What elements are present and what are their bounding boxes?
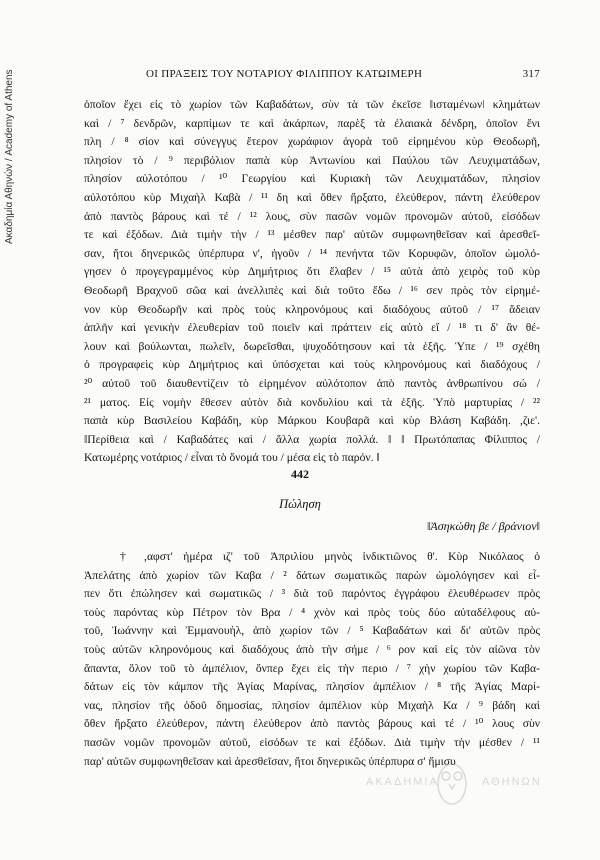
document-number: 442 bbox=[291, 467, 309, 481]
text-line: Ἀπελάτης ἀπὸ χωρίον τῶν Καβα / ² δάτων σωματικῶς παρὼν ὡμολόγησεν καὶ εἶ- bbox=[84, 568, 540, 582]
text-line: τοῦ, Ἰωάννην καὶ Ἐμμανουὴλ, ἀπὸ χωρίον τῶν / ⁵ Καβαδάτων καὶ δι' αὐτῶν πρὸς bbox=[84, 624, 540, 638]
text-line: καὶ / ⁷ δενδρῶν, καρπίμων τε καὶ ἀκάρπων, παρὲξ τὰ ἐλαιακὰ δένδρη, ὁποῖον ἔνι bbox=[84, 116, 540, 130]
text-line: † ,αφστ' ἡμέρα ιζ' τοῦ Ἀπριλίου μηνὸς ἰνδικτιῶνος θ'. Κὺρ Νικόλαος ὁ bbox=[120, 550, 540, 563]
text-line: πλησίον τὸ / ⁹ περιβόλιον παπὰ κὺρ Ἀντωνίου καὶ Παύλου τῶν Λευχιματάδων, bbox=[84, 153, 540, 167]
text-line: τοὺς αὐτῶν κληρονόμους καὶ διαδόχους ἀπὸ τὴν σήμε / ⁶ ρον καὶ εἰς τὸν αἰῶνα τὸν bbox=[84, 642, 540, 656]
text-line: ǁΠερίθεια καὶ / Καβαδάτες καὶ / ἄλλα χωρία πολλά. ǁ ǁ Πρωτόπαπας Φίλιππος / bbox=[84, 432, 540, 446]
text-line: δάτων εἰς τὸν κάμπον τῆς Ἁγίας Μαρίνας, πλησίον ἀμπέλιον / ⁸ τῆς Ἁγίας Μαρί- bbox=[84, 680, 540, 694]
text-line: νον κὺρ Θεοδωρῆν καὶ πρὸς τοὺς κληρονόμους καὶ διαδόχους αὐτοῦ / ¹⁷ ἄδειαν bbox=[84, 302, 540, 316]
text-line: πλη / ⁸ σίον καὶ σύνεγγυς ἕτερον χωράφιον ἀγορὰ τοῦ εἰρημένου κὺρ Θεοδωρῆ, bbox=[84, 135, 540, 149]
text-line: πεν ὅτι ἐπώλησεν καὶ σωματικῶς / ³ διὰ τοῦ παρόντος ἐγγράφου ἐλευθέρωσεν πρὸς bbox=[84, 587, 540, 601]
text-line: πλησίον αὐλοτόπου / ¹⁰ Γεωργίου καὶ Κυριακὴ τῶν Λευχιματάδων, πλησίον bbox=[84, 172, 540, 186]
text-line: τε καὶ ἐξόδων. Διὰ τιμὴν τὴν / ¹³ μέσθεν παρ' αὐτῶν συμφωνηθεῖσαν καὶ ἀρεσθεῖ- bbox=[84, 228, 540, 242]
text-line: Κατωμέρης νοτάριος / εἶναι τὸ ὄνομά του / μέσα εἰς τὸ παρόν. ǁ bbox=[84, 451, 380, 465]
text-line: ²¹ ματος. Εἰς νομὴν ἔθεσεν αὐτὸν διὰ κονδυλίου καὶ τὰ ἑξῆς. Ὑπὸ μαρτυρίας / ²² bbox=[84, 395, 540, 409]
text-line: τοὺς παρόντας κὺρ Πέτρον τὸν Βρα / ⁴ χνὸν καὶ πρὸς τοὺς δύο αὐταδέλφους αὐ- bbox=[84, 605, 540, 619]
document-title: Πώληση bbox=[279, 497, 321, 511]
text-line: ἁπλῆν καὶ γενικὴν ἐλευθερίαν τοῦ ποιεῖν καὶ πράττειν εἰς αὐτὸ εἴ / ¹⁸ τι δ' ἂν θέ- bbox=[84, 321, 540, 335]
text-line: νας, πλησίον τῆς ὁδοῦ δημοσίας, πλησίον ἀμπέλιον κὺρ Μιχαὴλ Κα / ⁹ βάδη καὶ bbox=[84, 698, 540, 712]
seal-left-word: ΑΚΑΔΗΜΙΑ bbox=[366, 776, 439, 788]
page-number: 317 bbox=[522, 68, 540, 80]
archive-watermark: Ακαδημία Αθηνών / Academy of Athens bbox=[4, 69, 15, 245]
text-line: λουν καὶ βούλωνται, πωλεῖν, δωρεῖσθαι, ψυχοδότησουν καὶ τὰ ἑξῆς. Ὑπε / ¹⁹ σχέθη bbox=[84, 339, 540, 353]
academy-seal-watermark bbox=[354, 754, 544, 810]
owl-seal-icon bbox=[432, 754, 472, 810]
text-line: παρ' αὐτῶν συμφωνηθεῖσαν καὶ ἀρεσθεῖσαν, ἤτοι δηνερικῶς ὑπέρπυρα σ' ἥμισυ bbox=[84, 754, 456, 768]
text-line: γησεν ὁ προγεγραμμένος κὺρ Δημήτριος ὅτι ἔλαβεν / ¹⁵ αὐτὰ ἀπὸ χειρὸς τοῦ κὺρ bbox=[84, 265, 540, 279]
text-line: ὁ προγραφεὶς κὺρ Δημήτριος καὶ ὑπόσχεται καὶ τοὺς κληρονόμους καὶ διαδόχους / bbox=[84, 358, 540, 372]
text-line: σαν, ἤτοι δηνερικῶς ὑπέρπυρα ν', ἠγοῦν / ¹⁴ πενήντα τῶν Κορυφῶν, ὁποῖον ὡμολό- bbox=[84, 246, 540, 260]
text-line: ὅθεν ἤρξατο ἐλεύθερον, πάντη ἐλεύθερον ἀπὸ παντὸς βάρους καὶ τέ / ¹⁰ λους σὺν bbox=[84, 717, 540, 731]
text-line: ἅπαντα, ὅλον τοῦ τὸ ἀμπέλιον, ὅνπερ ἔχει εἰς τὴν περιο / ⁷ χὴν χωρίου τῶν Καβα- bbox=[84, 661, 540, 675]
text-line: πασῶν νομῶν προνομῶν αὐτοῦ, εἰσόδων τε καὶ ἐξόδων. Διὰ τιμὴν τὴν μέσθεν / ¹¹ bbox=[84, 735, 540, 749]
seal-right-word: ΑΘΗΝΩΝ bbox=[482, 776, 542, 788]
running-title: ΟΙ ΠΡΑΞΕΙΣ ΤΟΥ ΝΟΤΑΡΙΟΥ ΦΙΛΙΠΠΟΥ ΚΑΤΩΙΜΕΡΗ bbox=[146, 68, 423, 80]
text-line: ἀπὸ παντὸς βάρους καὶ τέ / ¹² λους, σὺν πασῶν νομῶν προνομῶν αὐτοῦ, εἰσόδων bbox=[84, 209, 540, 223]
text-line: Θεοδωρῆ Βραχνοῦ σῶα καὶ ἀνελλιπὲς καὶ διὰ τοῦτο ἔδω / ¹⁶ σεν πρὸς τὸν εἰρημέ- bbox=[84, 283, 540, 297]
text-line: αὐλοτόπου κὺρ Μιχαὴλ Καβὰ / ¹¹ δη καὶ ὅθεν ἤρξατο, ἐλεύθερον, πάντη ἐλεύθερον bbox=[84, 190, 540, 204]
text-line: παπὰ κὺρ Βασιλείου Καβάδη, κὺρ Μάρκου Κουβαρᾶ καὶ κὺρ Βλάση Καβάδη. ,ζιε'. bbox=[84, 414, 540, 428]
document-442-text bbox=[84, 548, 540, 771]
text-line: ὁποῖον ἔχει εἰς τὸ χωρίον τῶν Καβαδάτων, σὺν τὰ τῶν ἐκεῖσε ǁισταμένωνǀ κλημάτων bbox=[84, 98, 540, 111]
text-line: ²⁰ αὐτοῦ τοῦ διαυθεντίζειν τὸ εἰρημένον αὐλότοπον ἀπὸ παντὸς ἀνθρωπίνου σώ / bbox=[84, 376, 540, 390]
document-source-note: ǁἈσηκώθη βε / βράνιονǁ bbox=[427, 519, 540, 533]
document-441-text bbox=[84, 96, 540, 468]
